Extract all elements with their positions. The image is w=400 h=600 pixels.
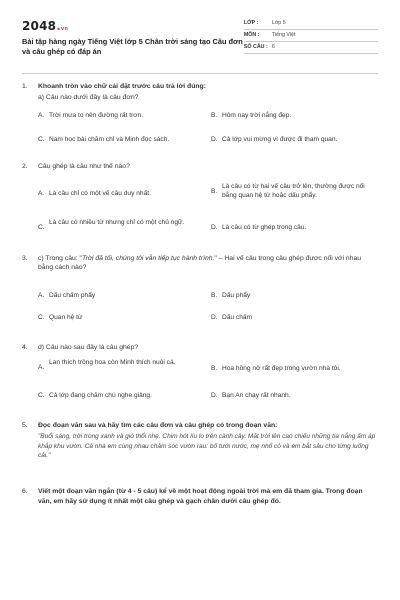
option-text: Quan hệ từ <box>49 314 83 321</box>
meta-key: LỚP : <box>243 19 259 26</box>
question-stem-prefix: c) Trong câu: " <box>38 255 82 262</box>
question-body <box>38 162 378 171</box>
option-text: Là câu có từ hai vế câu trở lên, thường được nối bằng quan hệ từ hoặc dấu phẩy. <box>222 183 365 199</box>
option-letter: C. <box>38 136 45 143</box>
option-text: Lan thích trồng hoa còn Minh thích nuôi cá. <box>49 359 176 366</box>
option-a[interactable] <box>38 190 198 199</box>
option-text: Nam học bài chăm chỉ và Minh đọc sách. <box>49 136 170 143</box>
option-d[interactable] <box>211 136 378 145</box>
option-letter: B. <box>211 292 218 299</box>
question-number: 5. <box>22 422 28 429</box>
option-letter: A. <box>38 292 45 299</box>
question-number: 1. <box>22 83 28 90</box>
option-c[interactable] <box>38 392 198 401</box>
option-text: Hoa hồng nở rất đẹp trong vườn nhà tôi. <box>222 365 341 372</box>
meta-value: Lớp 5 <box>271 19 286 26</box>
option-letter: D. <box>211 136 218 143</box>
option-a[interactable] <box>38 292 198 301</box>
document-title: Bài tập hàng ngày Tiếng Việt lớp 5 Chân trời sáng tạo Câu đơn và câu ghép có đáp án <box>22 37 243 57</box>
option-text: Là câu có nhiều từ nhưng chỉ có một chủ ngữ. <box>49 219 185 226</box>
question-body <box>38 254 378 272</box>
question-1 <box>22 82 378 150</box>
option-text: Bạn An chạy rất nhanh. <box>222 392 291 399</box>
option-a[interactable] <box>38 359 198 373</box>
question-3 <box>22 254 378 332</box>
option-b[interactable] <box>211 292 378 301</box>
header <box>22 18 378 66</box>
question-6 <box>22 487 378 517</box>
option-c[interactable] <box>38 219 198 233</box>
logo-dot: . <box>56 19 61 33</box>
option-letter: A. <box>38 112 45 119</box>
question-stem: d) Câu nào sau đây là câu ghép? <box>38 344 139 351</box>
question-body <box>38 487 378 507</box>
meta-key: MÔN : <box>243 31 260 38</box>
meta-row-grade <box>244 18 378 30</box>
option-letter: A. <box>38 190 45 197</box>
question-5 <box>22 421 378 479</box>
option-letter: A. <box>38 364 45 371</box>
question-number: 4. <box>22 344 28 351</box>
option-letter: C. <box>38 392 45 399</box>
option-letter: D. <box>211 392 218 399</box>
option-text: Dấu chấm <box>222 314 253 321</box>
question-stem: a) Câu nào dưới đây là câu đơn? <box>38 94 139 102</box>
meta-key: SỐ CÂU : <box>243 43 268 50</box>
option-c[interactable] <box>38 314 198 323</box>
question-body <box>38 343 378 352</box>
logo-suffix: vn <box>60 26 69 32</box>
option-text: Là câu có từ ghép trong câu. <box>222 224 307 231</box>
question-instruction: Đọc đoạn văn sau và hãy tìm các câu đơn và câu ghép có trong đoạn văn: <box>38 422 278 429</box>
logo-main: 2048 <box>22 19 57 33</box>
option-text: Dấu chấm phẩy <box>49 292 96 299</box>
reading-passage: "Buổi sáng, trời trong xanh và gió thổi nhẹ. Chim hót líu lo trên cành cây. Mặt trời lên cao chiếu những tia nắng ấm áp khắp khu vườn. Cả nhà em cùng nhau chăm sóc vườn rau: bố tưới nước, mẹ nhổ cỏ và em bắt sâu cho từng luống cải." <box>38 433 376 460</box>
option-a[interactable] <box>38 112 198 121</box>
option-letter: B. <box>211 188 218 195</box>
option-letter: B. <box>211 365 218 372</box>
header-divider <box>22 73 378 74</box>
option-d[interactable] <box>211 314 378 323</box>
option-text: Là câu chỉ có một vế câu duy nhất. <box>49 190 151 197</box>
option-d[interactable] <box>211 392 378 401</box>
option-letter: D. <box>211 314 218 321</box>
option-letter: B. <box>211 112 218 119</box>
option-letter: C. <box>38 314 45 321</box>
meta-row-count <box>244 42 378 54</box>
option-text: Hôm nay trời nắng đẹp. <box>222 112 292 119</box>
option-b[interactable] <box>211 183 378 201</box>
option-text: Cả lớp đang chăm chú nghe giảng. <box>49 392 152 399</box>
option-text: Trời mưa to nên đường rất trơn. <box>49 112 144 119</box>
question-stem: Câu ghép là câu như thế nào? <box>38 163 130 170</box>
option-letter: C. <box>38 224 45 231</box>
question-2 <box>22 162 378 242</box>
question-number: 2. <box>22 163 28 170</box>
meta-row-subject <box>244 30 378 42</box>
brand-block <box>22 18 244 57</box>
option-b[interactable] <box>211 112 378 121</box>
question-body <box>38 82 378 102</box>
question-body <box>38 421 378 460</box>
question-stem-suffix: " – Hai vế câu trong câu ghép được nối với nhau bằng cách nào? <box>38 255 362 272</box>
option-text: Cả lớp vui mừng vì được đi tham quan. <box>222 136 338 143</box>
option-b[interactable] <box>211 365 378 374</box>
question-quote: Trời đã tối, chúng tôi vẫn tiếp tục hành trình. <box>81 255 215 262</box>
meta-value: Tiếng Việt <box>271 31 296 38</box>
option-text: Dấu phẩy <box>222 292 251 299</box>
question-instruction: Khoanh tròn vào chữ cái đặt trước câu trả lời đúng: <box>38 83 206 90</box>
option-letter: D. <box>211 224 218 231</box>
option-c[interactable] <box>38 136 210 145</box>
question-4 <box>22 343 378 413</box>
meta-value: 6 <box>271 43 275 50</box>
meta-table <box>244 18 378 54</box>
question-number: 3. <box>22 255 28 262</box>
site-logo[interactable] <box>22 18 244 34</box>
question-instruction: Viết một đoạn văn ngắn (từ 4 - 5 câu) kể về một hoạt động ngoài trời mà em đã tham gia. Trong đoạn văn, em hãy sử dụng ít nhất một câu ghép và gạch chân dưới câu ghép đó. <box>38 488 363 505</box>
question-number: 6. <box>22 488 28 495</box>
option-d[interactable] <box>211 224 378 233</box>
